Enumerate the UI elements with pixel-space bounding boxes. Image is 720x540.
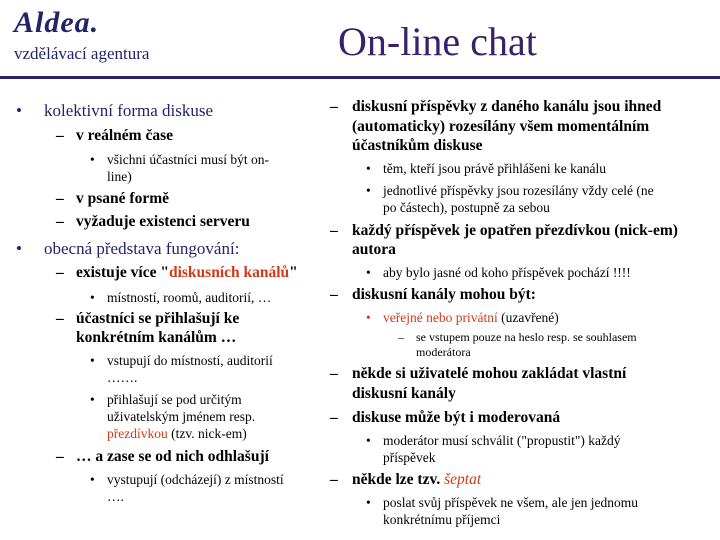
right-item: autora	[352, 241, 396, 258]
left-item: v reálném čase	[76, 127, 173, 144]
dash-marker: –	[330, 286, 338, 303]
left-item: vyžaduje existenci serveru	[76, 213, 250, 230]
bullet-marker: •	[366, 433, 371, 448]
right-item: každý příspěvek je opatřen přezdívkou (nick-em)	[352, 222, 678, 239]
right-item: diskusní příspěvky z daného kanálu jsou ihned	[352, 98, 662, 115]
dash-marker: –	[56, 448, 64, 465]
right-item: někde si uživatelé mohou zakládat vlastní	[352, 365, 627, 382]
dash-marker: –	[330, 409, 338, 426]
bullet-marker: •	[366, 183, 371, 198]
text-run: "	[289, 264, 298, 281]
dash-marker: –	[56, 264, 64, 281]
bullet-marker: •	[16, 239, 22, 258]
right-item: diskusní kanály mohou být:	[352, 286, 536, 303]
text-run: (uzavřené)	[497, 310, 559, 325]
right-item: účastníkům diskuse	[352, 137, 483, 154]
right-item: po částech), postupně za sebou	[383, 200, 550, 215]
left-item: v psané formě	[76, 190, 169, 207]
dash-marker: –	[56, 213, 64, 230]
right-item: moderátora	[416, 345, 471, 359]
dash-marker: –	[330, 222, 338, 239]
right-item: jednotlivé příspěvky jsou rozesílány vždy celé (ne	[383, 183, 654, 198]
right-item: aby bylo jasné od koho příspěvek pochází !!!!	[383, 265, 631, 280]
text-run: (tzv. nick-em)	[167, 426, 247, 441]
left-item: uživatelským jménem resp.	[107, 409, 256, 424]
dash-marker: –	[330, 98, 338, 115]
left-item: obecná představa fungování:	[44, 239, 240, 258]
bullet-marker: •	[90, 472, 95, 487]
bullet-marker: •	[366, 161, 371, 176]
left-item: vstupují do místností, auditorií	[107, 353, 273, 368]
right-item: poslat svůj příspěvek ne všem, ale jen jednomu	[383, 495, 638, 510]
highlight-text: přezdívkou	[107, 426, 168, 441]
text-run: existuje více "	[76, 264, 169, 281]
bullet-marker: •	[366, 265, 371, 280]
right-item: (automaticky) rozesílány všem momentálním	[352, 118, 650, 135]
right-item: se vstupem pouze na heslo resp. se souhlasem	[416, 330, 637, 344]
left-item: konkrétním kanálům …	[76, 329, 237, 346]
left-item: … a zase se od nich odhlašují	[76, 448, 269, 465]
left-item: ….	[107, 489, 124, 504]
left-item: všichni účastníci musí být on-	[107, 152, 269, 167]
right-item: diskuse může být i moderovaná	[352, 409, 561, 426]
left-item: místností, roomů, auditorií, …	[107, 290, 272, 305]
right-item	[352, 471, 481, 489]
right-item: příspěvek	[383, 450, 436, 465]
dash-marker: –	[330, 365, 338, 382]
header-divider	[0, 76, 720, 79]
left-item	[76, 264, 298, 282]
bullet-marker: •	[90, 152, 95, 167]
right-item	[383, 310, 559, 326]
bullet-marker: •	[90, 290, 95, 305]
left-item	[107, 426, 247, 442]
left-item: kolektivní forma diskuse	[44, 101, 214, 120]
text-run: někde lze tzv.	[352, 471, 445, 488]
brand-tagline: vzdělávací agentura	[14, 44, 150, 63]
dash-marker: –	[398, 330, 404, 344]
right-item: konkrétnímu příjemci	[383, 512, 501, 527]
right-item: diskusní kanály	[352, 385, 456, 402]
left-item: line)	[107, 169, 132, 184]
bullet-marker: •	[16, 101, 22, 120]
dash-marker: –	[330, 471, 338, 488]
right-item: moderátor musí schválit ("propustit") každý	[383, 433, 621, 448]
bullet-marker: •	[366, 310, 371, 325]
bullet-marker: •	[90, 353, 95, 368]
highlight-text: diskusních kanálů	[168, 264, 290, 281]
highlight-text: veřejné nebo privátní	[383, 310, 498, 325]
left-item: účastníci se přihlašují ke	[76, 310, 240, 327]
bullet-marker: •	[90, 392, 95, 407]
bullet-marker: •	[366, 495, 371, 510]
dash-marker: –	[56, 310, 64, 327]
highlight-text: šeptat	[444, 471, 482, 488]
dash-marker: –	[56, 190, 64, 207]
dash-marker: –	[56, 127, 64, 144]
page-title: On-line chat	[338, 19, 537, 64]
left-item: …….	[107, 370, 138, 385]
brand-logo: Aldea.	[14, 6, 100, 39]
right-item: těm, kteří jsou právě přihlášeni ke kanálu	[383, 161, 607, 176]
left-item: přihlašují se pod určitým	[107, 392, 242, 407]
left-item: vystupují (odcházejí) z místností	[107, 472, 284, 487]
